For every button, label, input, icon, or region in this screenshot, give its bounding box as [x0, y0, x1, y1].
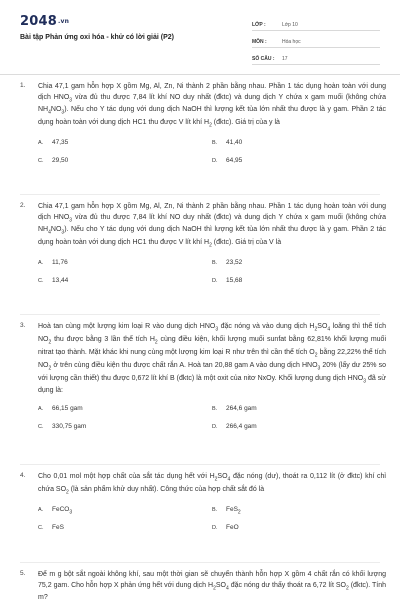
question-number: 2. [20, 202, 26, 209]
question-text: Cho 0,01 mol một hợp chất của sắt tác dụng hết với $H_2SO_4$ đặc nóng (dư), thoát ra 0,112 lít (ở đktc) khí chỉ chứa $SO_2$ (là sản phẩm khử duy nhất). Công thức của hợp chất sắt đó là [38, 473, 386, 496]
options [38, 401, 386, 435]
option-b[interactable]: B. 23,52 [212, 259, 243, 267]
question-number: 3. [20, 322, 26, 329]
meta-row-class [252, 14, 380, 31]
question-divider [20, 562, 380, 563]
question-4 [20, 472, 386, 536]
meta-row-subject [252, 31, 380, 48]
options [38, 502, 386, 536]
question-number: 4. [20, 472, 26, 479]
option-d[interactable]: D. 64,95 [212, 157, 243, 165]
meta-label: MÔN : [252, 39, 267, 45]
question-text: Hoà tan cùng một lượng kim loại R vào dung dịch $HNO_3$ đặc nóng và vào dung dịch $H_2SO_4$ loãng thì thể tích $NO_2$ thu được bằng 3 lần thể tích $H_2$ cùng điều kiện, khối lượng muối sunfat bằng 62,81% khối lượng muối nitrat tạo thành. Mặt khác khi nung cùng một lượng kim loại R như trên thì cần thể tích $O_2$ bằng 22,22% thể tích $NO_2$ ở trên cùng điều kiện thu được chất rắn A. Hoà tan 20,88 gam A vào dung dịch $HNO_3$ 20% (lấy dư 25% so với lượng cần thiết) thu được 0,672 lít khí B (đktc) là một oxit của nitơ NxOy. Khối lượng dung dịch $HNO_3$ đã sử dụng là: [38, 323, 387, 395]
option-c[interactable]: C. 13,44 [38, 277, 69, 285]
question-3 [20, 322, 386, 435]
option-b[interactable]: B. 41,40 [212, 139, 243, 147]
meta-label: SỐ CÂU : [252, 56, 275, 62]
question-text: Chia 47,1 gam hỗn hợp X gồm Mg, Al, Zn, Ni thành 2 phần bằng nhau. Phần 1 tác dụng hoàn toàn với dung dịch $HNO_3$ vừa đủ thu được 7,84 lít khí NO duy nhất (đktc) và dung dịch Y chứa x gam muối (không chứa $NH_4NO_3$). Nếu cho Y tác dụng với dung dịch NaOH thì lượng kết tủa lớn nhất thu được là y gam. Phần 2 tác dụng hoàn toàn với dung dịch HC1 thu được V lít khí $H_2$ (đktc). Giá trị của V là [38, 203, 386, 249]
meta-value: Hóa học [282, 39, 301, 45]
option-a[interactable]: A. 66,15 gam [38, 404, 83, 412]
option-b[interactable]: B. FeS$_2$ [212, 505, 241, 516]
question-1 [20, 82, 386, 169]
site-logo[interactable] [20, 14, 69, 29]
document-title: Bài tập Phản ứng oxi hóa - khử có lời giải (P2) [20, 34, 174, 41]
question-divider [20, 314, 380, 315]
page-header [0, 0, 400, 66]
option-c[interactable]: C. 29,50 [38, 157, 69, 165]
meta-label: LỚP : [252, 22, 266, 28]
options [38, 135, 386, 169]
question-number: 5. [20, 570, 26, 577]
option-d[interactable]: D. 15,68 [212, 277, 243, 285]
question-divider [20, 464, 380, 465]
options [38, 255, 386, 289]
option-d[interactable]: D. FeO [212, 523, 239, 531]
option-d[interactable]: D. 266,4 gam [212, 422, 257, 430]
option-a[interactable]: A. FeCO$_3$ [38, 505, 73, 516]
option-a[interactable]: A. 47,35 [38, 139, 69, 147]
question-number: 1. [20, 82, 26, 89]
meta-table [252, 14, 380, 65]
question-text: Chia 47,1 gam hỗn hợp X gồm Mg, Al, Zn, Ni thành 2 phần bằng nhau. Phần 1 tác dụng hoàn toàn với dung dịch $HNO_3$ vừa đủ thu được 7,84 lít khí NO duy nhất (đktc) và dung dịch Y chứa x gam muối (không chứa $NH_4NO_3$). Nếu cho Y tác dụng với dung dịch NaOH thì lượng kết tủa lớn nhất thu được là y gam. Phần 2 tác dụng hoàn toàn với dung dịch HC1 thu được V lít khí $H_2$ (đktc). Giá trị của y là [38, 83, 386, 129]
logo-suffix: .vn [57, 18, 70, 25]
meta-row-count [252, 48, 380, 65]
question-text: Để m g bột sắt ngoài không khí, sau một thời gian sẽ chuyển thành hỗn hợp X gồm 4 chất rắn có khối lượng 75,2 gam. Cho hỗn hợp X phản ứng hết với dung dịch $H_2SO_4$ đặc nóng dư thấy thoát ra 6,72 lít $SO_2$ (đktc). Tính m? [38, 571, 386, 602]
option-a[interactable]: A. 11,76 [38, 259, 68, 267]
question-2 [20, 202, 386, 289]
meta-value: 17 [282, 56, 288, 62]
option-c[interactable]: C. 330,75 gam [38, 422, 87, 430]
header-divider [0, 74, 400, 75]
meta-value: Lớp 10 [282, 22, 298, 28]
question-5 [20, 570, 386, 604]
logo-text: 2048 [20, 14, 57, 29]
option-b[interactable]: B. 264,6 gam [212, 404, 257, 412]
question-divider [20, 194, 380, 195]
option-c[interactable]: C. FeS [38, 523, 64, 531]
